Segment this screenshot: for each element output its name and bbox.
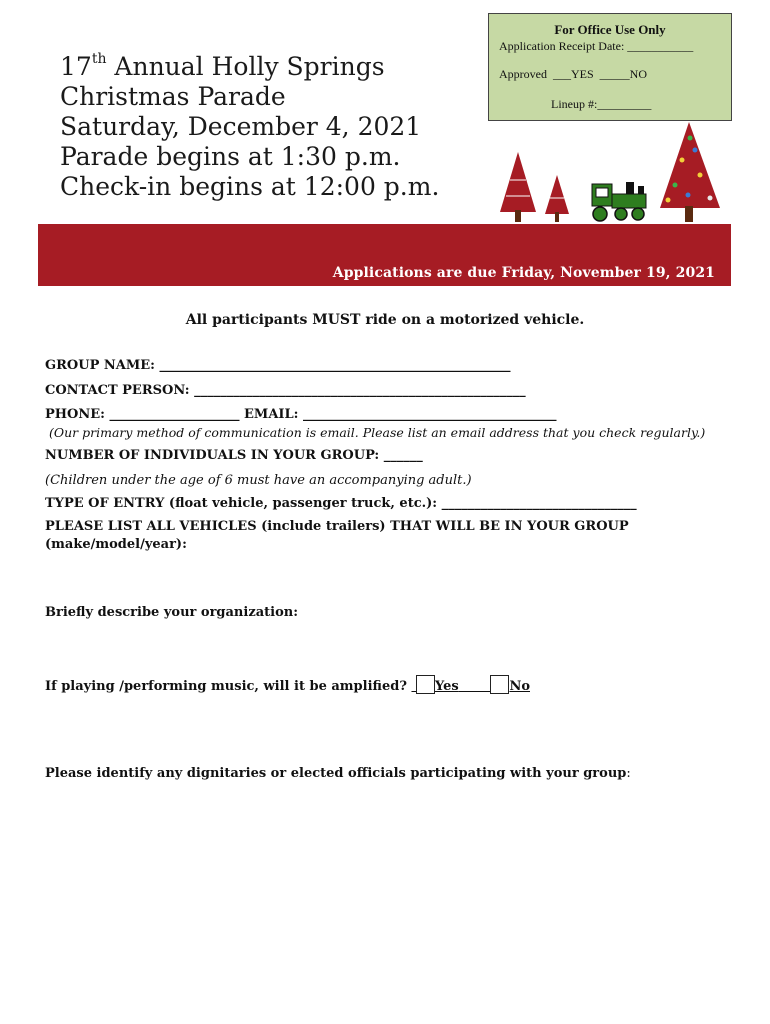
medium-tree-icon [500,152,536,222]
parade-date: Saturday, December 4, 2021 [60,112,422,141]
approved-field: Approved ___YES _____NO [499,67,647,81]
vehicles-label-line2: (make/model/year): [45,537,187,552]
individuals-count-field[interactable]: NUMBER OF INDIVIDUALS IN YOUR GROUP: ______ [45,448,423,463]
entry-type-field[interactable]: TYPE OF ENTRY (float vehicle, passenger truck, etc.): ______________________________ [45,496,637,511]
group-name-field[interactable]: GROUP NAME: ______________________________________________________ [45,358,511,373]
children-note: (Children under the age of 6 must have an accompanying adult.) [45,473,472,488]
due-date-banner [38,224,731,286]
phone-email-field[interactable]: PHONE: ____________________ EMAIL: _______________________________________ [45,407,557,422]
due-date-text: Applications are due Friday, November 19, 2021 [332,265,715,281]
small-tree-icon [545,175,569,222]
dignitaries-text: Please identify any dignitaries or elected officials participating with your group [45,766,627,781]
train-icon [592,182,646,221]
checkin-time: Check-in begins at 12:00 p.m. [60,172,440,201]
music-question [45,675,530,694]
music-yes-group [411,679,490,694]
dignitaries-colon: : [626,766,631,781]
music-question-text: If playing /performing music, will it be amplified? [45,679,407,694]
yes-label: Yes [435,679,459,694]
motorized-vehicle-note: All participants MUST ride on a motorized vehicle. [185,312,585,328]
title-line-2: Christmas Parade [60,82,286,111]
title-line-1: 17th Annual Holly Springs [60,51,385,81]
yes-checkbox[interactable] [416,675,435,694]
office-heading: For Office Use Only [554,22,666,37]
lineup-field: Lineup #:_________ [551,97,652,111]
vehicles-label: PLEASE LIST ALL VEHICLES (include trailers) THAT WILL BE IN YOUR GROUP [45,519,629,534]
no-label: No [509,679,530,694]
christmas-trees-illustration [0,0,770,230]
dignitaries-question [45,766,631,781]
receipt-date-field: Application Receipt Date: ___________ [499,39,694,53]
describe-organization-label: Briefly describe your organization: [45,605,298,620]
parade-start-time: Parade begins at 1:30 p.m. [60,142,401,171]
no-checkbox[interactable] [490,675,509,694]
large-tree-icon [660,122,720,222]
contact-person-field[interactable]: CONTACT PERSON: ___________________________________________________ [45,383,526,398]
email-note: (Our primary method of communication is email. Please list an email address that you check regularly.) [49,425,706,440]
